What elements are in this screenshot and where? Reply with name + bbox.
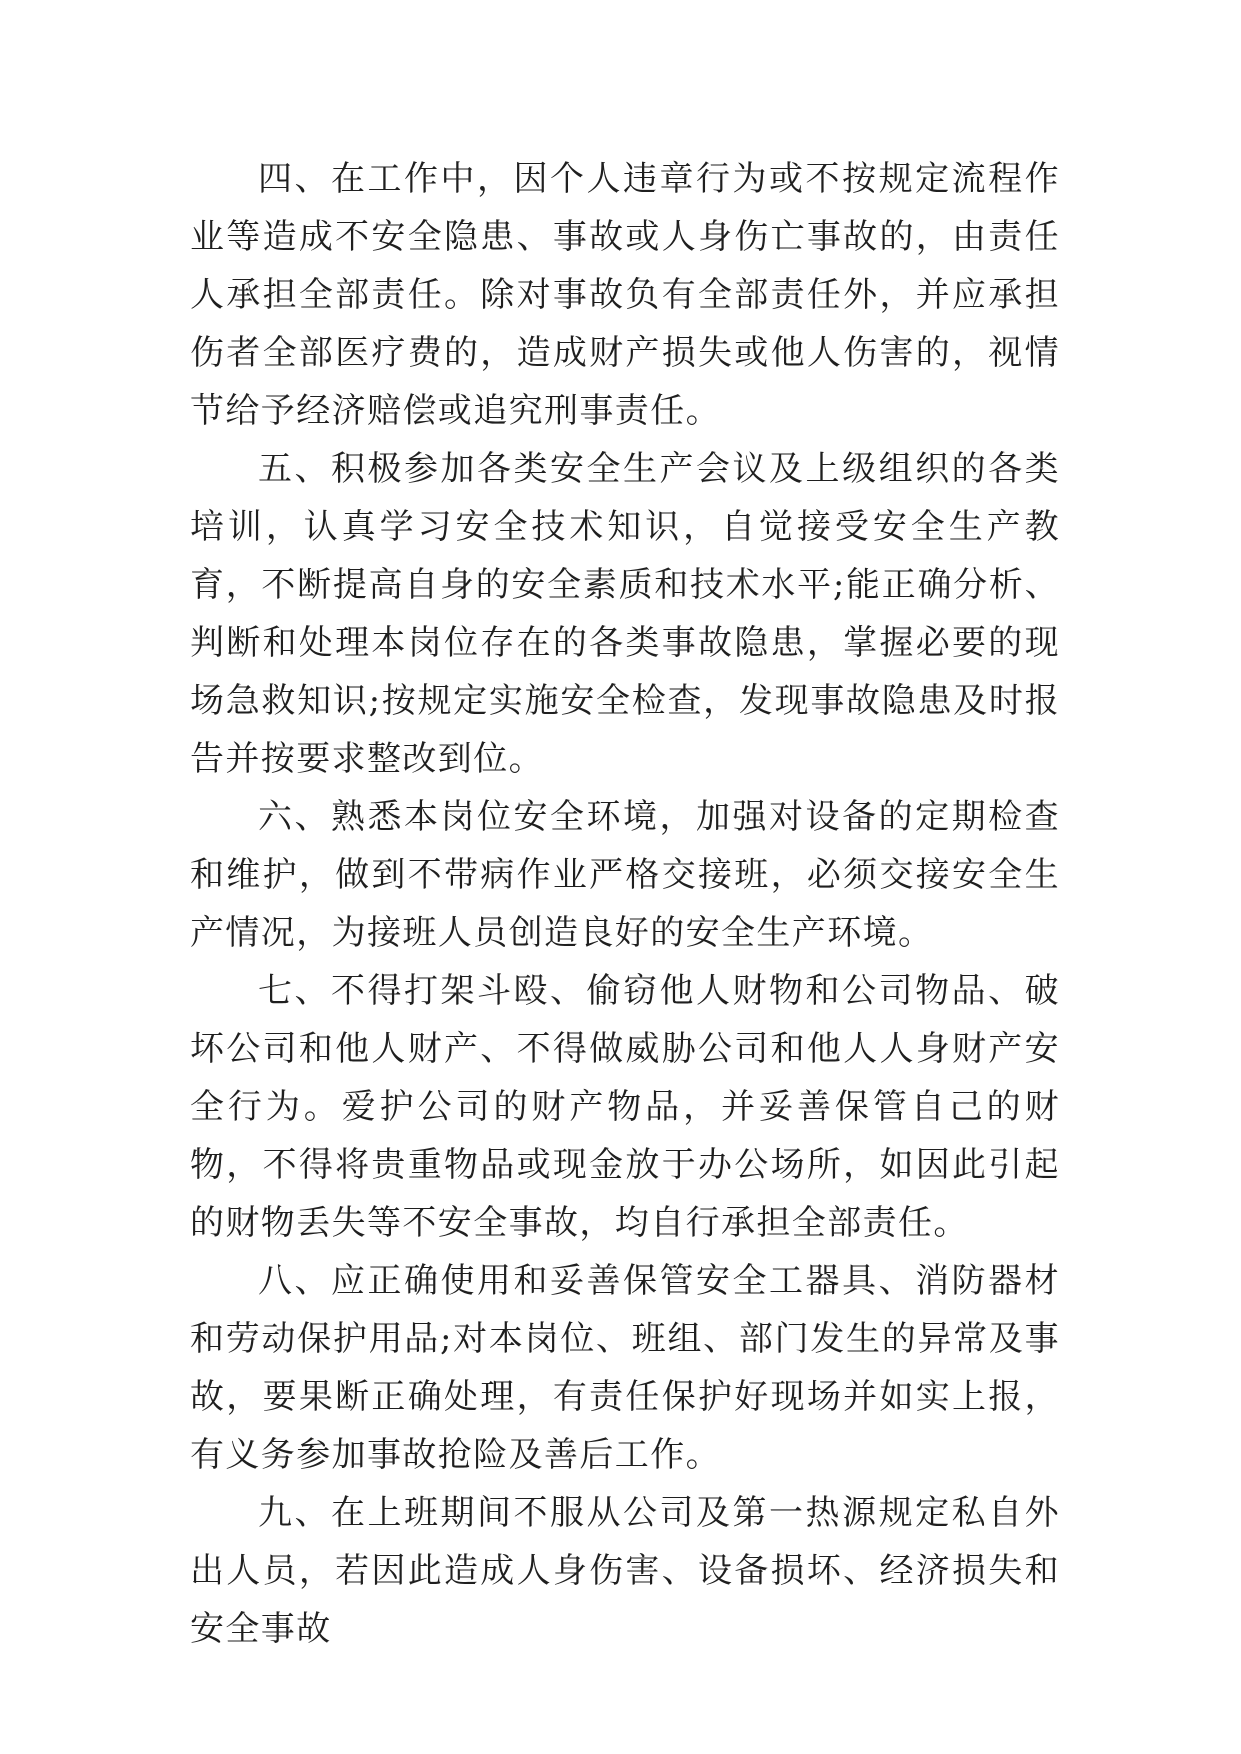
paragraph-6: 六、熟悉本岗位安全环境，加强对设备的定期检查和维护，做到不带病作业严格交接班，必须交接安全生产情况，为接班人员创造良好的安全生产环境。 <box>190 797 1060 953</box>
document-body <box>190 150 1060 1658</box>
paragraph-7: 七、不得打架斗殴、偷窃他人财物和公司物品、破坏公司和他人财产、不得做威胁公司和他人人身财产安全行为。爱护公司的财产物品，并妥善保管自己的财物，不得将贵重物品或现金放于办公场所，如因此引起的财物丢失等不安全事故，均自行承担全部责任。 <box>190 971 1060 1243</box>
paragraph-8: 八、应正确使用和妥善保管安全工器具、消防器材和劳动保护用品;对本岗位、班组、部门发生的异常及事故，要果断正确处理，有责任保护好现场并如实上报，有义务参加事故抢险及善后工作。 <box>190 1261 1060 1475</box>
paragraph-4: 四、在工作中，因个人违章行为或不按规定流程作业等造成不安全隐患、事故或人身伤亡事故的，由责任人承担全部责任。除对事故负有全部责任外，并应承担伤者全部医疗费的，造成财产损失或他人伤害的，视情节给予经济赔偿或追究刑事责任。 <box>190 159 1060 431</box>
paragraph-9: 九、在上班期间不服从公司及第一热源规定私自外出人员，若因此造成人身伤害、设备损坏、经济损失和安全事故 <box>190 1493 1060 1649</box>
paragraph-5: 五、积极参加各类安全生产会议及上级组织的各类培训，认真学习安全技术知识，自觉接受安全生产教育，不断提高自身的安全素质和技术水平;能正确分析、判断和处理本岗位存在的各类事故隐患，掌握必要的现场急救知识;按规定实施安全检查，发现事故隐患及时报告并按要求整改到位。 <box>190 449 1060 779</box>
